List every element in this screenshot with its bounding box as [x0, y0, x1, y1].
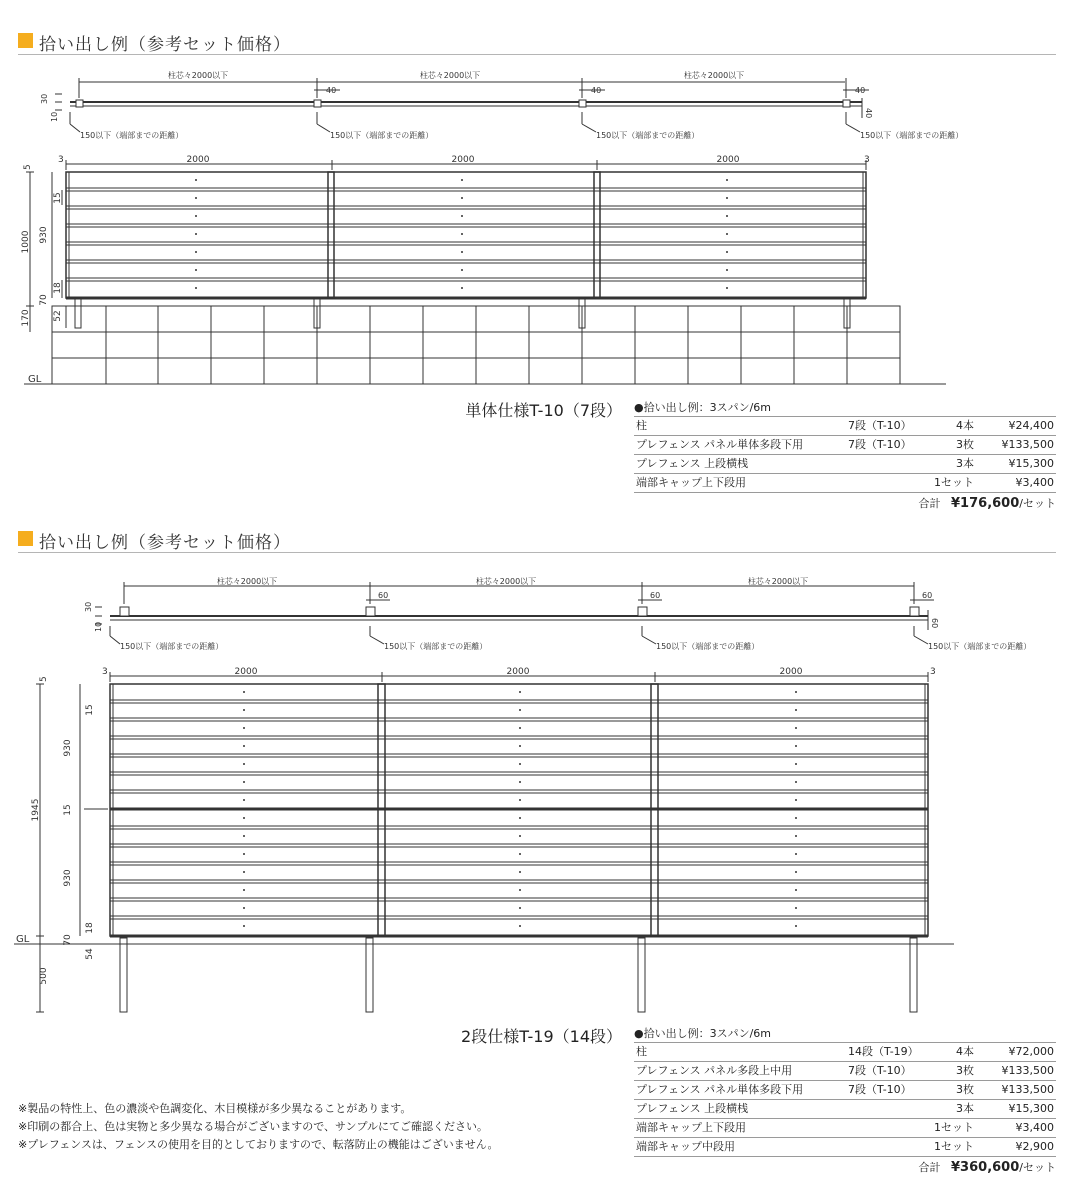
panel-width-label: 2000 — [506, 667, 530, 677]
table-row — [634, 1138, 1056, 1157]
item-qty: 3枚 — [956, 1083, 974, 1096]
table-row — [634, 1100, 1056, 1119]
item-price: ¥3,400 — [1015, 476, 1054, 489]
item-price: ¥72,000 — [1008, 1045, 1054, 1058]
total-label: 合計 — [918, 497, 941, 510]
item-qty: 4本 — [956, 1045, 974, 1058]
table-row — [634, 416, 1056, 436]
item-name: プレフェンス パネル単体多段下用 — [636, 438, 804, 451]
note-line: ※プレフェンスは、フェンスの使用を目的としておりますので、転落防止の機能はございません。 — [18, 1138, 499, 1151]
item-price: ¥24,400 — [1008, 419, 1054, 432]
item-price: ¥3,400 — [1015, 1121, 1054, 1134]
item-spec: 7段（T-10） — [848, 1064, 912, 1077]
total-value: ¥360,600 — [951, 1160, 1020, 1175]
item-spec: 7段（T-10） — [848, 419, 912, 432]
table-caption: ●拾い出し例：3スパン/6m — [634, 1027, 772, 1040]
item-name: 柱 — [636, 419, 647, 432]
post-width-label: 60 — [378, 591, 389, 600]
item-price: ¥15,300 — [1008, 1102, 1054, 1115]
item-qty: 3本 — [956, 1102, 974, 1115]
table-row — [634, 436, 1056, 455]
table-total — [634, 1157, 1056, 1179]
side-gap-label: 3 — [930, 667, 936, 677]
post-width-label: 40 — [855, 86, 866, 95]
side-gap-label: 3 — [864, 155, 870, 165]
span-label: 柱芯々2000以下 — [747, 577, 809, 586]
table-row — [634, 455, 1056, 474]
span-label: 柱芯々2000以下 — [419, 71, 481, 80]
bottom-gap-label: 70 — [39, 294, 49, 306]
item-price: ¥2,900 — [1015, 1140, 1054, 1153]
end-distance-label: 150以下（端部までの距離） — [596, 131, 700, 140]
post-depth-label: 60 — [930, 618, 939, 629]
heading-square-icon — [18, 33, 33, 48]
total-height-label: 1945 — [31, 798, 41, 822]
end-distance-label: 150以下（端部までの距離） — [120, 642, 224, 651]
end-distance-label: 150以下（端部までの距離） — [330, 131, 434, 140]
post-width-label: 40 — [591, 86, 602, 95]
note-line: ※製品の特性上、色の濃淡や色調変化、木目模様が多少異なることがあります。 — [18, 1102, 412, 1115]
total-unit: /セット — [1019, 1161, 1056, 1174]
side-gap-label: 3 — [58, 155, 64, 165]
table-row — [634, 1062, 1056, 1081]
price-table — [634, 400, 1056, 515]
item-qty: 1セット — [934, 1121, 974, 1134]
item-price: ¥133,500 — [1001, 1064, 1054, 1077]
item-name: プレフェンス パネル多段上中用 — [636, 1064, 793, 1077]
note-line: ※印刷の都合上、色は実物と多少異なる場合がございますので、サンプルにてご確認ください。 — [18, 1120, 489, 1133]
top-gap-label: 5 — [39, 676, 49, 682]
embed-label: 52 — [53, 310, 63, 322]
item-name: 柱 — [636, 1045, 647, 1058]
bottom-slat-label: 18 — [53, 282, 63, 294]
item-qty: 3本 — [956, 457, 974, 470]
total-label: 合計 — [918, 1161, 941, 1174]
item-qty: 1セット — [934, 476, 974, 489]
spec-title: 2段仕様T-19（14段） — [461, 1027, 622, 1046]
embed-label: 54 — [85, 948, 95, 960]
total-value: ¥176,600 — [951, 496, 1020, 511]
panel-height-label: 930 — [63, 869, 73, 887]
table-row — [634, 474, 1056, 493]
table-row — [634, 1081, 1056, 1100]
item-price: ¥15,300 — [1008, 457, 1054, 470]
total-height-label: 1000 — [21, 230, 31, 254]
section-title: 拾い出し例（参考セット価格） — [39, 35, 291, 55]
notes — [18, 1100, 498, 1154]
fence-drawing-2 — [0, 560, 1074, 1020]
item-spec: 14段（T-19） — [848, 1045, 919, 1058]
ground-label: GL — [16, 934, 30, 945]
rail-height-label: 30 — [84, 601, 93, 612]
item-spec: 7段（T-10） — [848, 1083, 912, 1096]
rail-depth-label: 10 — [94, 621, 103, 632]
table-total — [634, 493, 1056, 515]
item-name: 端部キャップ上下段用 — [636, 1121, 746, 1134]
item-qty: 1セット — [934, 1140, 974, 1153]
post-width-label: 60 — [922, 591, 933, 600]
item-name: 端部キャップ中段用 — [636, 1140, 735, 1153]
post-width-label: 40 — [326, 86, 337, 95]
item-name: プレフェンス 上段横桟 — [636, 457, 749, 470]
item-name: プレフェンス 上段横桟 — [636, 1102, 749, 1115]
panel-width-label: 2000 — [451, 155, 475, 165]
post-width-label: 60 — [650, 591, 661, 600]
span-label: 柱芯々2000以下 — [475, 577, 537, 586]
table-row — [634, 1119, 1056, 1138]
item-price: ¥133,500 — [1001, 438, 1054, 451]
span-label: 柱芯々2000以下 — [683, 71, 745, 80]
base-height-label: 170 — [21, 309, 31, 327]
bottom-slat-label: 18 — [85, 922, 95, 934]
end-distance-label: 150以下（端部までの距離） — [384, 642, 488, 651]
item-name: 端部キャップ上下段用 — [636, 476, 746, 489]
section-heading-1 — [18, 30, 1056, 55]
bottom-gap-label: 70 — [63, 934, 73, 946]
section-heading-2 — [18, 528, 1056, 553]
slat-label: 15 — [53, 192, 63, 204]
rail-height-label: 30 — [40, 93, 49, 104]
item-qty: 4本 — [956, 419, 974, 432]
panel-height-label: 930 — [63, 739, 73, 757]
panel-height-label: 930 — [39, 226, 49, 244]
span-label: 柱芯々2000以下 — [167, 71, 229, 80]
end-distance-label: 150以下（端部までの距離） — [656, 642, 760, 651]
spec-title: 単体仕様T-10（7段） — [465, 401, 622, 420]
side-gap-label: 3 — [102, 667, 108, 677]
top-gap-label: 5 — [23, 164, 33, 170]
table-caption: ●拾い出し例：3スパン/6m — [634, 401, 772, 414]
post-depth-label: 40 — [864, 108, 873, 119]
panel-width-label: 2000 — [716, 155, 740, 165]
section-title: 拾い出し例（参考セット価格） — [39, 533, 291, 553]
slat-label: 15 — [85, 704, 95, 716]
total-unit: /セット — [1019, 497, 1056, 510]
item-qty: 3枚 — [956, 1064, 974, 1077]
span-label: 柱芯々2000以下 — [216, 577, 278, 586]
heading-square-icon — [18, 531, 33, 546]
item-spec: 7段（T-10） — [848, 438, 912, 451]
end-distance-label: 150以下（端部までの距離） — [860, 131, 964, 140]
item-price: ¥133,500 — [1001, 1083, 1054, 1096]
mid-slat-label: 15 — [63, 804, 73, 816]
item-name: プレフェンス パネル単体多段下用 — [636, 1083, 804, 1096]
item-qty: 3枚 — [956, 438, 974, 451]
panel-width-label: 2000 — [779, 667, 803, 677]
rail-depth-label: 10 — [50, 111, 59, 122]
end-distance-label: 150以下（端部までの距離） — [80, 131, 184, 140]
ground-label: GL — [28, 374, 42, 385]
panel-width-label: 2000 — [234, 667, 258, 677]
table-row — [634, 1042, 1056, 1062]
end-distance-label: 150以下（端部までの距離） — [928, 642, 1032, 651]
price-table — [634, 1026, 1056, 1179]
panel-width-label: 2000 — [186, 155, 210, 165]
foundation-label: 500 — [39, 967, 49, 985]
